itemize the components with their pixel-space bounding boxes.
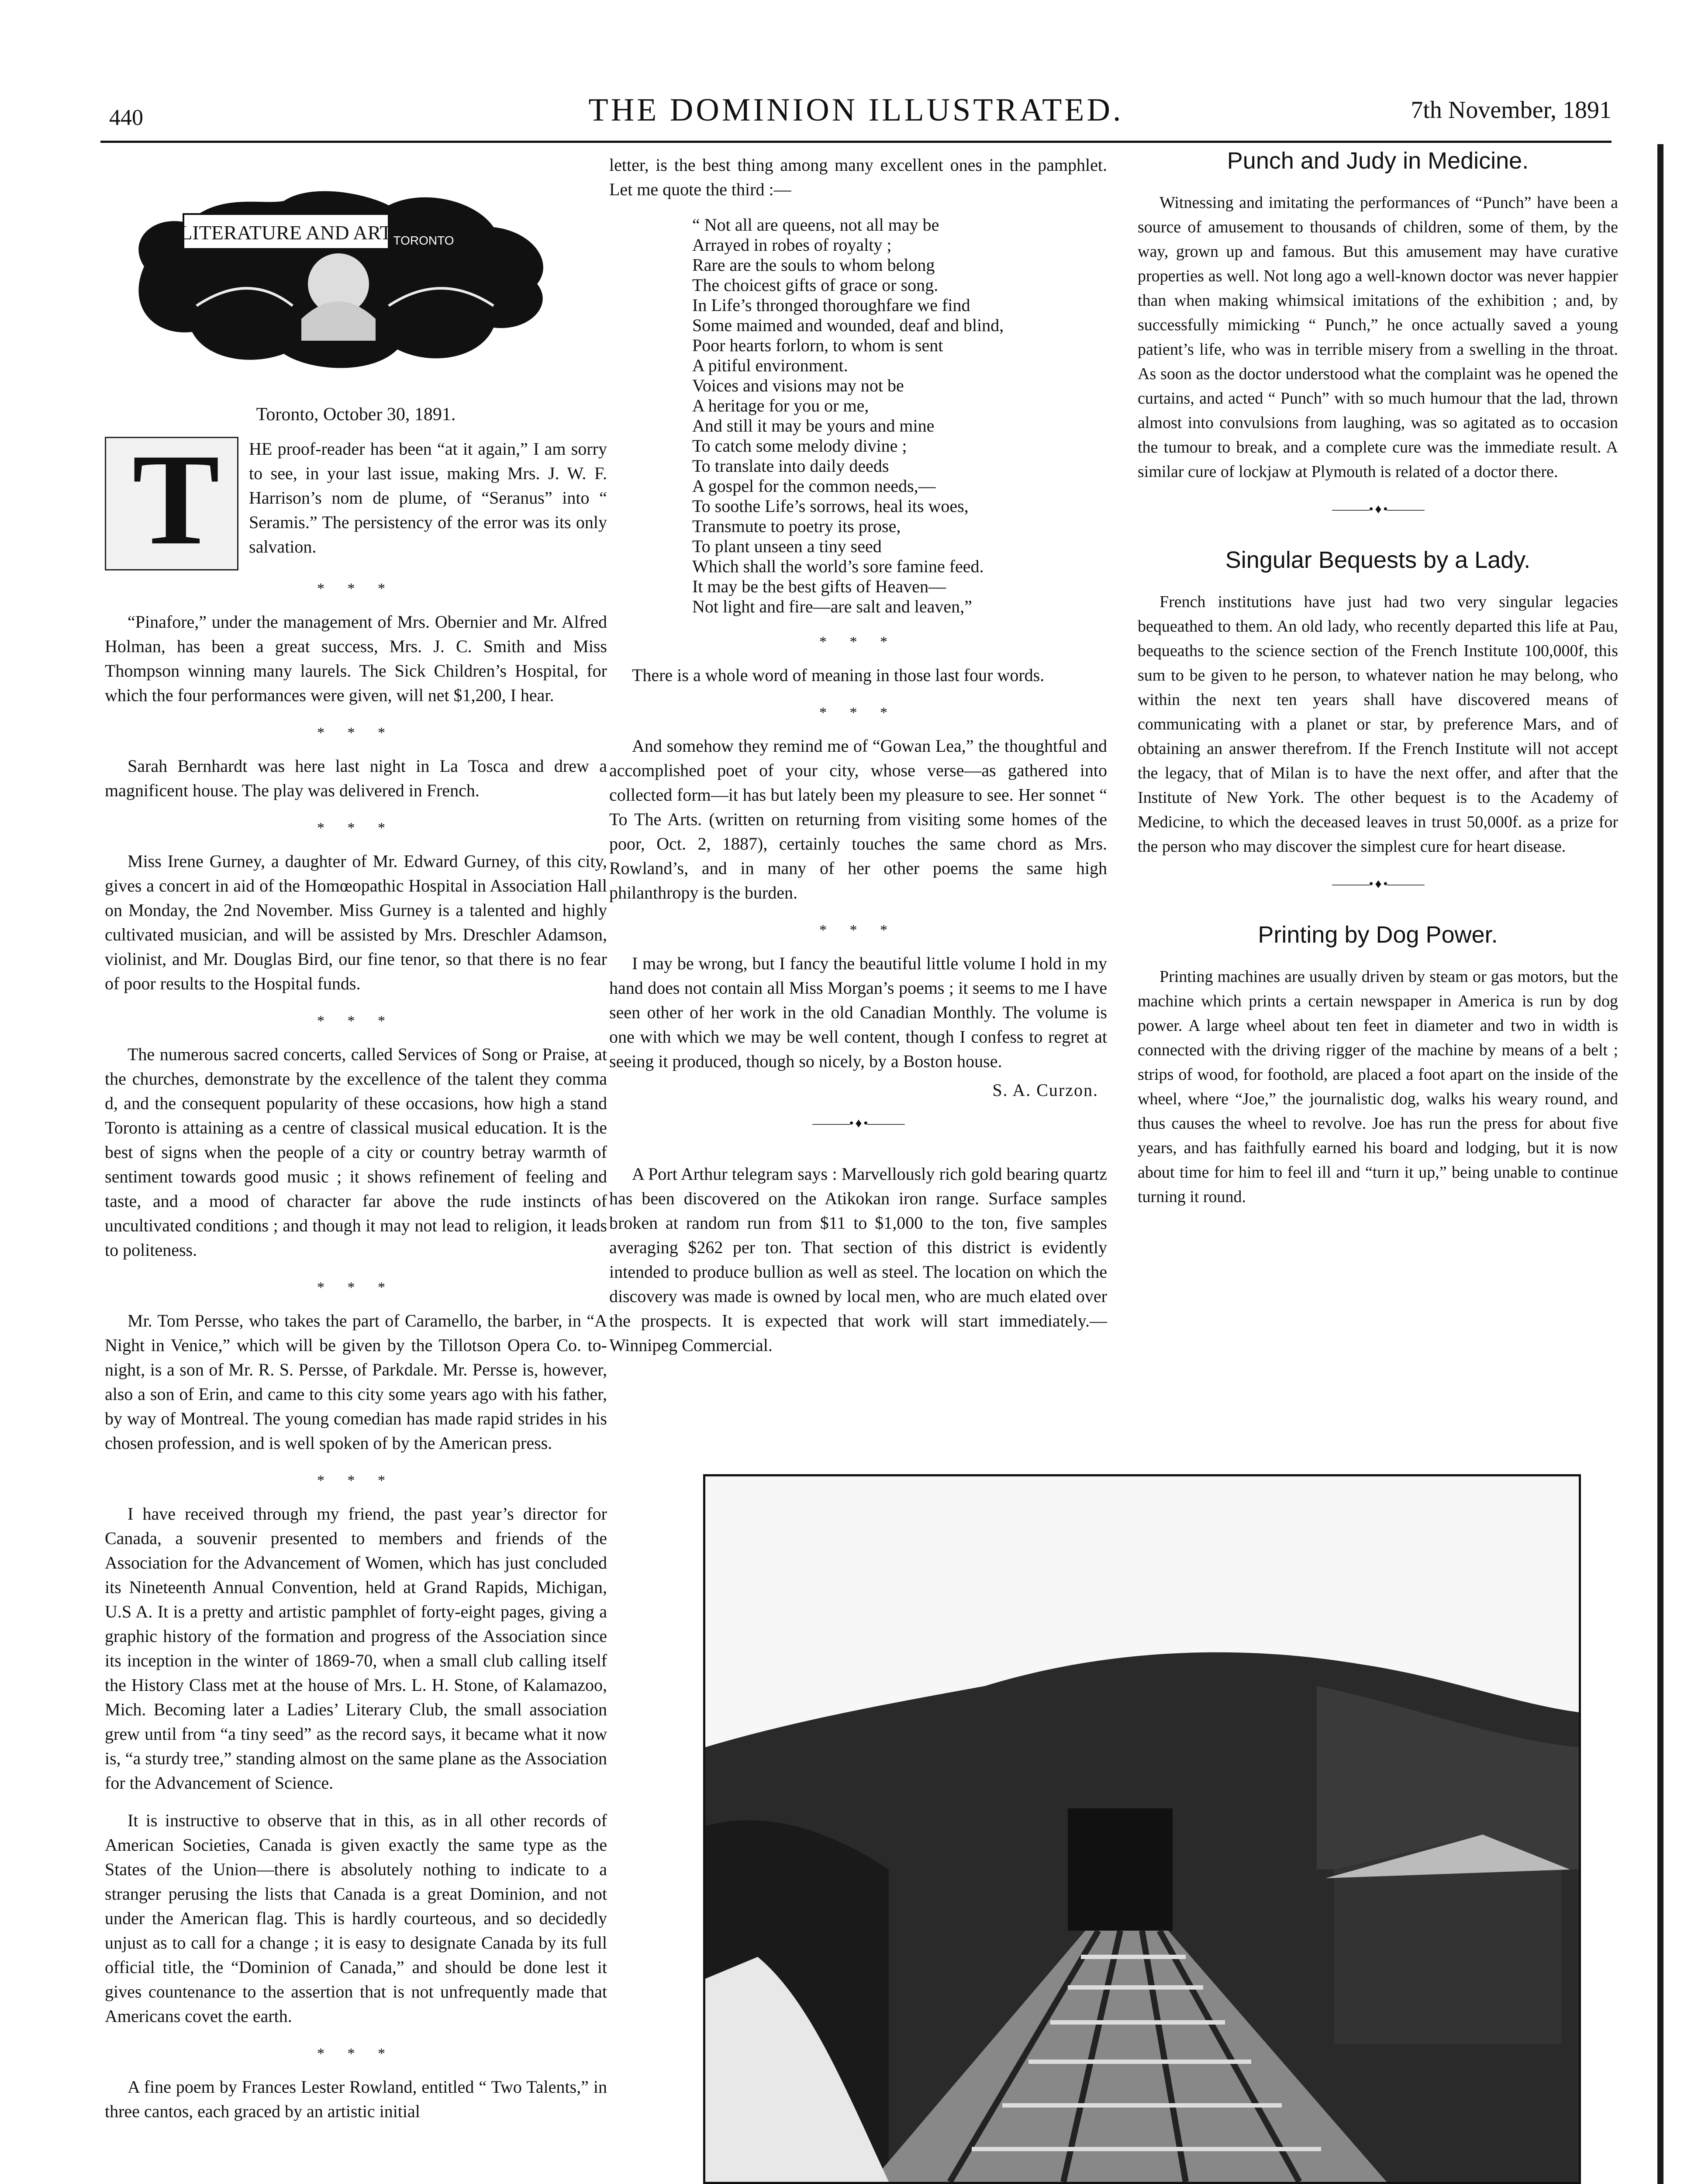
paragraph: Miss Irene Gurney, a daughter of Mr. Edward Gurney, of this city, gives a concert in aid of the Homœopathic Hospital in Association Hall on Monday, the 2nd November. Miss Gurney is a talented and highly cultivated musician, and will be assisted by Mrs. Dreschler Adamson, violinist, and Mr. Douglas Bird, our fine tenor, so that there is no fear of poor results to the Hospital funds. (105, 851, 607, 993)
section-divider: ———• ♦ •——— (1332, 877, 1424, 891)
poem-line: A heritage for you or me, (692, 396, 869, 415)
logo-title: LITERATURE AND ART (180, 221, 392, 244)
header-rule (100, 141, 1612, 143)
logo-subtitle: TORONTO (393, 234, 454, 247)
literature-and-art-logo (118, 175, 559, 384)
section-stars: * * * (317, 820, 395, 836)
section-divider: ———• ♦ •——— (812, 1116, 904, 1130)
section-stars: * * * (317, 2046, 395, 2062)
page-edge-bar (1657, 144, 1663, 2184)
incline-railway-photo (703, 1474, 1581, 2184)
poem-line: Voices and visions may not be (692, 376, 904, 395)
page-number: 440 (109, 105, 143, 130)
poem-line: A gospel for the common needs,— (692, 476, 936, 496)
section-divider: ———• ♦ •——— (1332, 502, 1424, 516)
dateline: Toronto, October 30, 1891. (256, 404, 456, 425)
section-stars: * * * (819, 922, 897, 938)
poem-line: Rare are the souls to whom belong (692, 255, 935, 275)
drop-cap-letter: T (132, 427, 220, 572)
paragraph: There is a whole word of meaning in those last four words. (632, 665, 1045, 685)
poem-line: To translate into daily deeds (692, 456, 889, 476)
article-title: Printing by Dog Power. (1258, 922, 1498, 948)
column-2 (609, 153, 1107, 1371)
poem-line: To plant unseen a tiny seed (692, 536, 882, 556)
paragraph: Mr. Tom Persse, who takes the part of Caramello, the barber, in “A Night in Venice,” which will be given by the Tillotson Opera Co. to-night, is a son of Mr. R. S. Persse, of Parkdale. Mr. Persse is, however, also a son of Erin, and came to this city some years ago with his father, by way of Montreal. The young comedian has made rapid strides in his chosen profession, and is well spoken of by the American press. (105, 1311, 607, 1453)
poem-line: Which shall the world’s sore famine feed. (692, 556, 984, 576)
page-header (100, 87, 1612, 140)
column-3 (1138, 149, 1618, 1222)
poem-line: The choicest gifts of grace or song. (692, 275, 939, 295)
paragraph: letter, is the best thing among many excellent ones in the pamphlet. Let me quote the third :— (609, 155, 1107, 199)
section-stars: * * * (317, 725, 395, 741)
poem-line: Some maimed and wounded, deaf and blind, (692, 315, 1004, 335)
poem-line: Transmute to poetry its prose, (692, 516, 901, 536)
section-stars: * * * (317, 581, 395, 597)
poem-quote (692, 215, 1107, 617)
paragraph: A fine poem by Frances Lester Rowland, entitled “ Two Talents,” in three cantos, each graced by an artistic initial (105, 2077, 607, 2121)
issue-date: 7th November, 1891 (1411, 97, 1612, 124)
drop-cap-illustration (105, 427, 238, 572)
paragraph: And somehow they remind me of “Gowan Lea,” the thoughtful and accomplished poet of your city, whose verse—as gathered into collected form—it has but lately been my pleasure to see. Her sonnet “ To The Arts. (written on returning from visiting some homes of the poor, Oct. 2, 1887), certainly touches the same chord as Mrs. Rowland’s, and in many of her other poems the same high philanthropy is the burden. (609, 736, 1107, 902)
paragraph: “Pinafore,” under the management of Mrs. Obernier and Mr. Alfred Holman, has been a great success, Mrs. J. C. Smith and Miss Thompson winning many laurels. The Sick Children’s Hospital, for which the four performances were given, will net $1,200, I hear. (105, 612, 607, 705)
poem-line: Not light and fire—are salt and leaven,” (692, 597, 972, 616)
article-body: Witnessing and imitating the performances of “Punch” have been a source of amusement to thousands of children, some of them, by the way, grown up and famous. But this amusement may have curative properties as well. Not long ago a well-known doctor was never happier than when making whimsical imitations of the exhibition ; and, by successfully mimicking “ Punch,” he once actually saved a young patient’s life, who was in terrible misery from a swelling in the throat. As soon as the doctor understood what the complaint was he opened the curtains, and acted “ Punch” with so much humour that the lad, thrown almost into convulsions from laughing, was so agitated as to occasion the tumour to break, and a complete cure was the immediate result. A similar cure of lockjaw at Plymouth is related of a doctor there. (1138, 194, 1618, 481)
section-stars: * * * (819, 705, 897, 721)
paragraph: I have received through my friend, the past year’s director for Canada, a souvenir presented to members and friends of the Association for the Advancement of Women, which has just concluded its Nineteenth Annual Convention, held at Grand Rapids, Michigan, U.S A. It is a pretty and artistic pamphlet of forty-eight pages, giving a graphic history of the formation and progress of the Association since its inception in the winter of 1869-70, when a small club calling itself the History Class met at the house of Mrs. L. H. Stone, of Kalamazoo, Mich. Becoming later a Ladies’ Literary Club, the small association grew until from “a tiny seed” as the record says, it became what it now is, “a sturdy tree,” standing almost on the same plane as the Association for the Advancement of Science. (105, 1504, 607, 1793)
section-stars: * * * (819, 634, 897, 650)
article-body: French institutions have just had two very singular legacies bequeathed to them. An old lady, who recently departed this life at Pau, bequeaths to the science section of the French Institute 100,000f, this sum to be given to he person, to whatever nation he may belong, who within the next ten years shall have discovered means of communicating with a planet or star, by preference Mars, and of obtaining an answer therefrom. If the French Institute will not accept the legacy, that of Milan is to have the next offer, and after that the Institute of New York. The other bequest is to the Academy of Medicine, to which the deceased leaves in trust 50,000f. as a prize for the person who may discover the simplest cure for heart disease. (1138, 593, 1618, 856)
poem-line: To catch some melody divine ; (692, 436, 907, 456)
opening-block (105, 427, 607, 577)
poem-line: To soothe Life’s sorrows, heal its woes, (692, 496, 969, 516)
telegram-paragraph: A Port Arthur telegram says : Marvellously rich gold bearing quartz has been discovered on the Atikokan iron range. Surface samples broken at random run from $11 to $1,000 to the ton, five samples averaging $262 per ton. That section of this district is evidently intended to produce bullion as well as steel. The location on which the discovery was made is owned by local men, who are much elated over the prospects. It is expected that work will start immediately.—Winnipeg Commercial. (609, 1164, 1107, 1355)
masthead: THE DOMINION ILLUSTRATED. (588, 92, 1124, 128)
paragraph: HE proof-reader has been “at it again,” I am sorry to see, in your last issue, making Mrs. J. W. F. Harrison’s nom de plume, of “Seranus” into “ Seramis.” The persistency of the error was its only salvation. (249, 439, 607, 556)
poem-line: It may be the best gifts of Heaven— (692, 577, 946, 596)
poem-line: Poor hearts forlorn, to whom is sent (692, 335, 943, 355)
column-1 (105, 427, 607, 2137)
paragraph: I may be wrong, but I fancy the beautiful little volume I hold in my hand does not contain all Miss Morgan’s poems ; it seems to me I have seen other of her work in the old Canadian Monthly. The volume is one with which we may be well content, though I confess to regret at seeing it produced, though so nicely, by a Boston house. (609, 954, 1107, 1071)
paragraph: It is instructive to observe that in this, as in all other records of American Societies, Canada is given exactly the same type as the States of the Union—there is absolutely nothing to indicate to a stranger perusing the lists that Canada is a great Dominion, and not under the American flag. This is hardly courteous, and so decidedly unjust as to call for a change ; it is easy to designate Canada by its full official title, the “Dominion of Canada,” and should be done lest it gives countenance to the assertion that is not unfrequently made that Americans covet the earth. (105, 1811, 607, 2026)
section-stars: * * * (317, 1013, 395, 1029)
poem-line: And still it may be yours and mine (692, 416, 935, 435)
section-stars: * * * (317, 1472, 395, 1489)
poem-line: In Life’s thronged thoroughfare we find (692, 295, 970, 315)
paragraph: The numerous sacred concerts, called Services of Song or Praise, at the churches, demonstrate by the excellence of the talent they comma d, and the consequent popularity of these occasions, how high a stand Toronto is attaining as a centre of classical musical education. It is the best of signs when the people of a city or country betray warmth of sentiment towards good music ; it shows refinement of feeling and taste, and a mood of character far above the rude instincts of uncultivated conditions ; and though it may not lead to religion, it leads to politeness. (105, 1044, 607, 1260)
author-signature: S. A. Curzon. (992, 1080, 1098, 1100)
poem-line: “ Not all are queens, not all may be (692, 215, 939, 235)
poem-line: A pitiful environment. (692, 356, 848, 375)
section-stars: * * * (317, 1279, 395, 1296)
article-body: Printing machines are usually driven by steam or gas motors, but the machine which prints a certain newspaper in America is run by dog power. A large wheel about ten feet in diameter and two in width is connected with the driving rigger of the machine by means of a belt ; strips of wood, for foothold, are placed a foot apart on the inside of the wheel, where “Joe,” the journalistic dog, walks his weary round, and thus causes the wheel to revolve. Joe has run the press for about five years, and has faithfully earned his board and lodging, but it is now about time for him to feel ill and “turn it up,” being unable to continue turning it round. (1138, 968, 1618, 1206)
poem-line: Arrayed in robes of royalty ; (692, 235, 892, 255)
article-title: Singular Bequests by a Lady. (1225, 547, 1531, 573)
paragraph: Sarah Bernhardt was here last night in La Tosca and drew a magnificent house. The play was delivered in French. (105, 756, 607, 800)
article-title: Punch and Judy in Medicine. (1227, 148, 1529, 174)
